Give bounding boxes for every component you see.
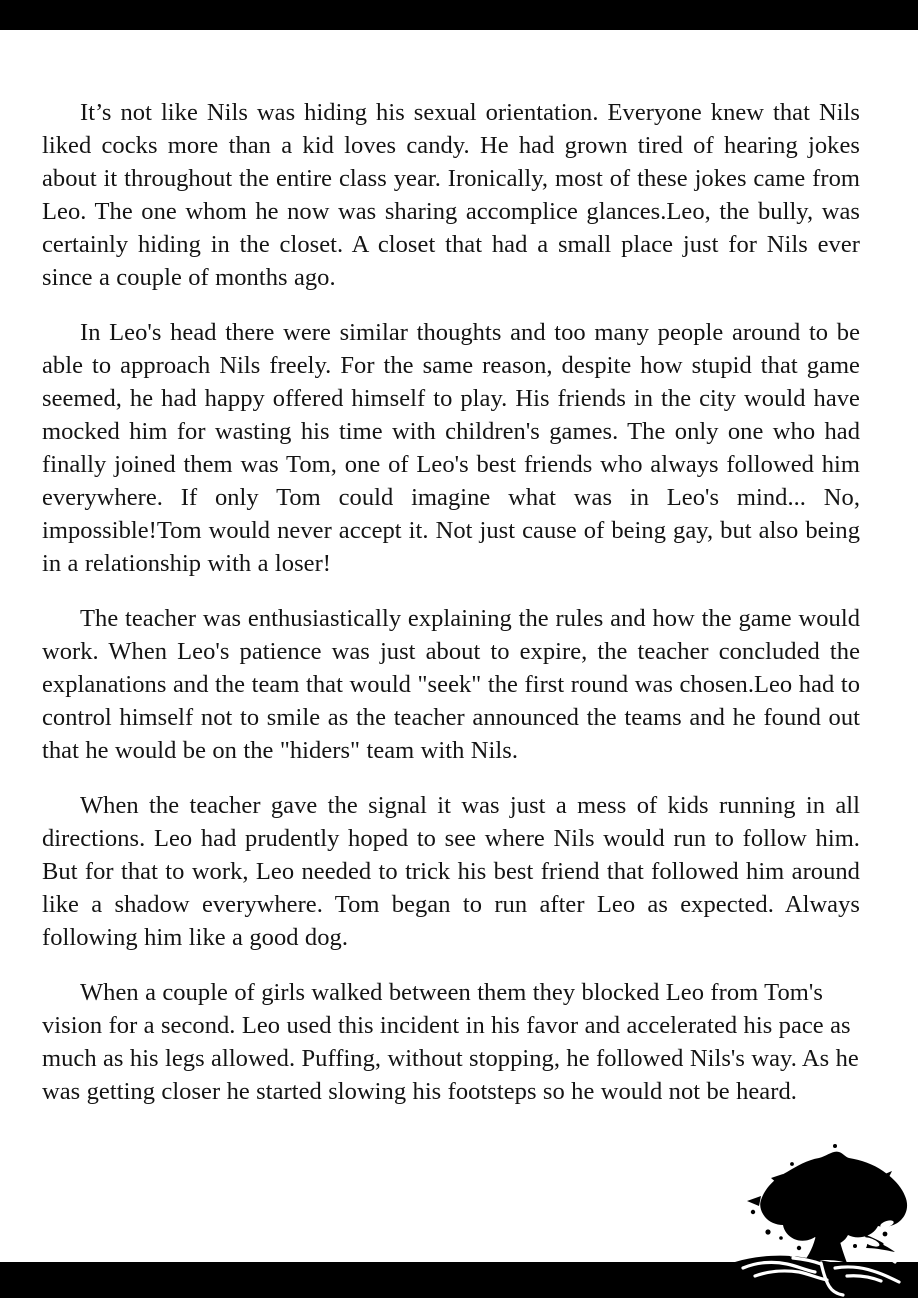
paragraph: It’s not like Nils was hiding his sexual orientation. Everyone knew that Nils liked cocks more than a kid loves candy. He had grown tired of hearing jokes about it throughout the entire class year. Ironically, most of these jokes came from Leo. The one whom he now was sharing accomplice glances.Leo, the bully, was certainly hiding in the closet. A closet that had a small place just for Nils ever since a couple of months ago. [42,99,860,291]
page-bottom-black-band [0,1262,918,1298]
paragraph: The teacher was enthusiastically explaining the rules and how the game would work. When Leo's patience was just about to expire, the teacher concluded the explanations and the team that would "seek" the first round was chosen.Leo had to control himself not to smile as the teacher announced the teams and he found out that he would be on the "hiders" team with Nils. [42,605,860,764]
paragraph: In Leo's head there were similar thoughts and too many people around to be able to approach Nils freely. For the same reason, despite how stupid that game seemed, he had happy offered himself to play. His friends in the city would have mocked him for wasting his time with children's games. The only one who had finally joined them was Tom, one of Leo's best friends who always followed him everywhere. If only Tom could imagine what was in Leo's mind... No, impossible!Tom would never accept it. Not just cause of being gay, but also being in a relationship with a loser! [42,319,860,577]
page-top-black-band [0,0,918,30]
paragraph: When the teacher gave the signal it was just a mess of kids running in all directions. Leo had prudently hoped to see where Nils would run to follow him. But for that to work, Leo needed to trick his best friend that followed him around like a shadow everywhere. Tom began to run after Leo as expected. Always following him like a good dog. [42,792,860,951]
paragraph: When a couple of girls walked between them they blocked Leo from Tom's vision for a second. Leo used this incident in his favor and accelerated his pace as much as his legs allowed. Puffing, without stopping, he followed Nils's way. As he was getting closer he started slowing his footsteps so he would not be heard. [42,979,859,1105]
page-text-body [42,96,860,1108]
